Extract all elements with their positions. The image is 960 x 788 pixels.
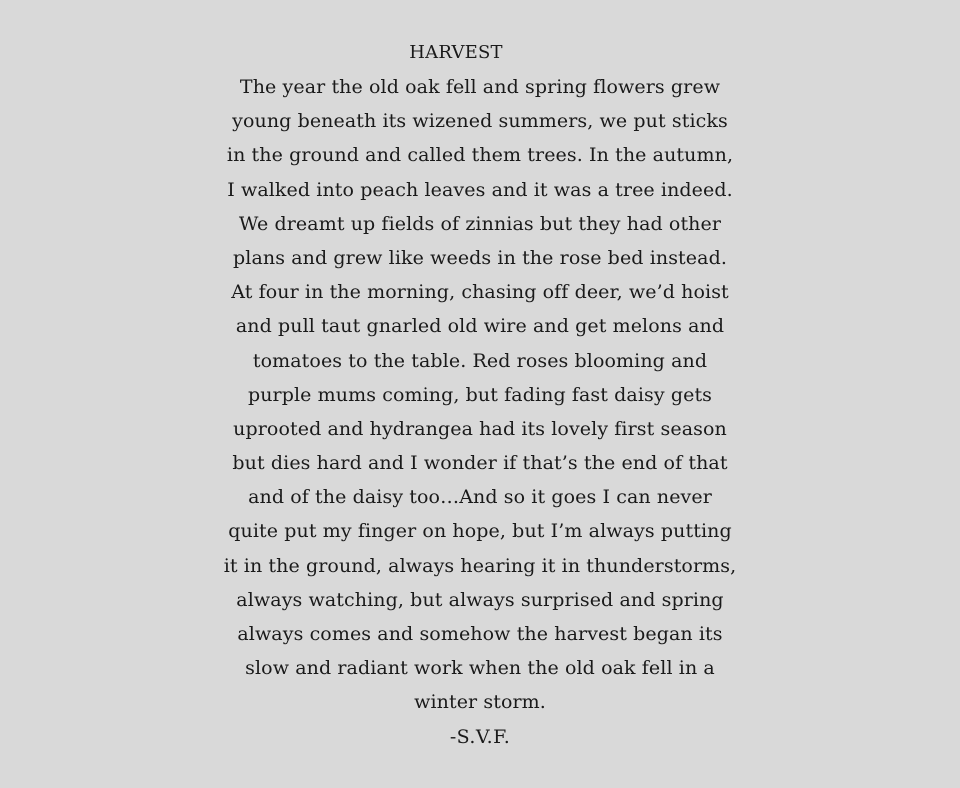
poem-line: quite put my finger on hope, but I’m always putting [228, 520, 732, 543]
poem-line: young beneath its wizened summers, we put sticks [232, 110, 728, 133]
poem-line: it in the ground, always hearing it in thunderstorms, [223, 554, 737, 577]
poem-line: but dies hard and I wonder if that’s the end of that [232, 452, 728, 475]
poem-line: and of the daisy too…And so it goes I can never [248, 486, 712, 509]
poem-line: always comes and somehow the harvest began its [237, 623, 723, 645]
poem-line: plans and grew like weeds in the rose bed instead. [233, 246, 727, 269]
poem-line: slow and radiant work when the old oak fell in a [245, 657, 715, 680]
poem-line: and pull taut gnarled old wire and get melons and [235, 315, 725, 338]
poem-line: tomatoes to the table. Red roses blooming and [252, 349, 708, 372]
poem-line: At four in the morning, chasing off deer, we’d hoist [231, 281, 729, 304]
poem-line: The year the old oak fell and spring flowers grew [239, 76, 721, 98]
poem-line: in the ground and called them trees. In the autumn, [226, 144, 734, 167]
poem-line: winter storm. [414, 691, 546, 714]
poem [0, 36, 960, 754]
poem-line: We dreamt up fields of zinnias but they had other [238, 212, 722, 235]
poem-title: HARVEST [409, 42, 503, 63]
poem-line: purple mums coming, but fading fast daisy gets [247, 383, 713, 406]
poem-line: always watching, but always surprised and spring [236, 588, 724, 611]
poem-line: uprooted and hydrangea had its lovely first season [233, 417, 727, 440]
poem-line: I walked into peach leaves and it was a tree indeed. [227, 178, 733, 201]
poem-signature: -S.V.F. [449, 725, 511, 748]
